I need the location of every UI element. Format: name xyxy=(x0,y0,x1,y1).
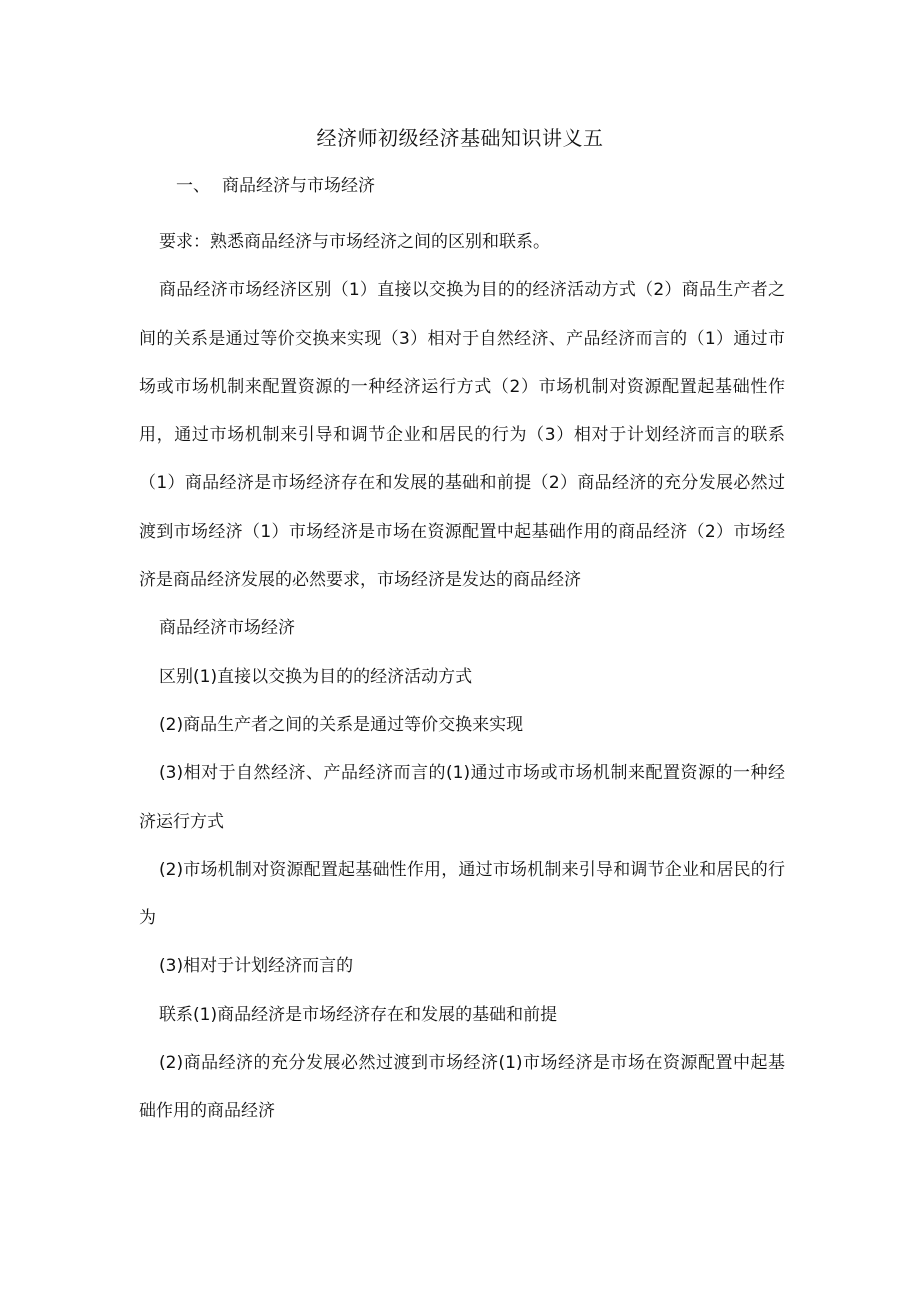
document-title: 经济师初级经济基础知识讲义五 xyxy=(316,126,604,150)
paragraph: (2)商品生产者之间的关系是通过等价交换来实现 xyxy=(159,714,524,735)
paragraph-requirement: 要求：熟悉商品经济与市场经济之间的区别和联系。 xyxy=(159,232,550,252)
paragraph: 区别(1)直接以交换为目的的经济活动方式 xyxy=(159,666,473,687)
section-number: 一、 xyxy=(176,176,210,196)
section-heading xyxy=(176,170,375,202)
paragraph: (2)市场机制对资源配置起基础性作用，通过市场机制来引导和调节企业和居民的行为 xyxy=(139,859,785,929)
paragraph: (3)相对于计划经济而言的 xyxy=(159,956,354,977)
paragraph: 商品经济市场经济 xyxy=(159,618,295,639)
paragraph: (3)相对于自然经济、产品经济而言的(1)通过市场或市场机制来配置资源的一种经济运行方式 xyxy=(139,763,785,832)
section-title: 商品经济与市场经济 xyxy=(222,176,375,196)
paragraph: (2)商品经济的充分发展必然过渡到市场经济(1)市场经济是市场在资源配置中起基础作用的商品经济 xyxy=(139,1053,785,1122)
document-body xyxy=(139,218,785,1136)
paragraph-summary: 商品经济市场经济区别（1）直接以交换为目的的经济活动方式（2）商品生产者之间的关系是通过等价交换来实现（3）相对于自然经济、产品经济而言的（1）通过市场或市场机制来配置资源的一种经济运行方式（2）市场机制对资源配置起基础性作用，通过市场机制来引导和调节企业和居民的行为（3）相对于计划经济而言的联系（1）商品经济是市场经济存在和发展的基础和前提（2）商品经济的充分发展必然过渡到市场经济（1）市场经济是市场在资源配置中起基础作用的商品经济（2）市场经济是商品经济发展的必然要求，市场经济是发达的商品经济 xyxy=(139,280,785,591)
paragraph: 联系(1)商品经济是市场经济存在和发展的基础和前提 xyxy=(159,1004,558,1025)
